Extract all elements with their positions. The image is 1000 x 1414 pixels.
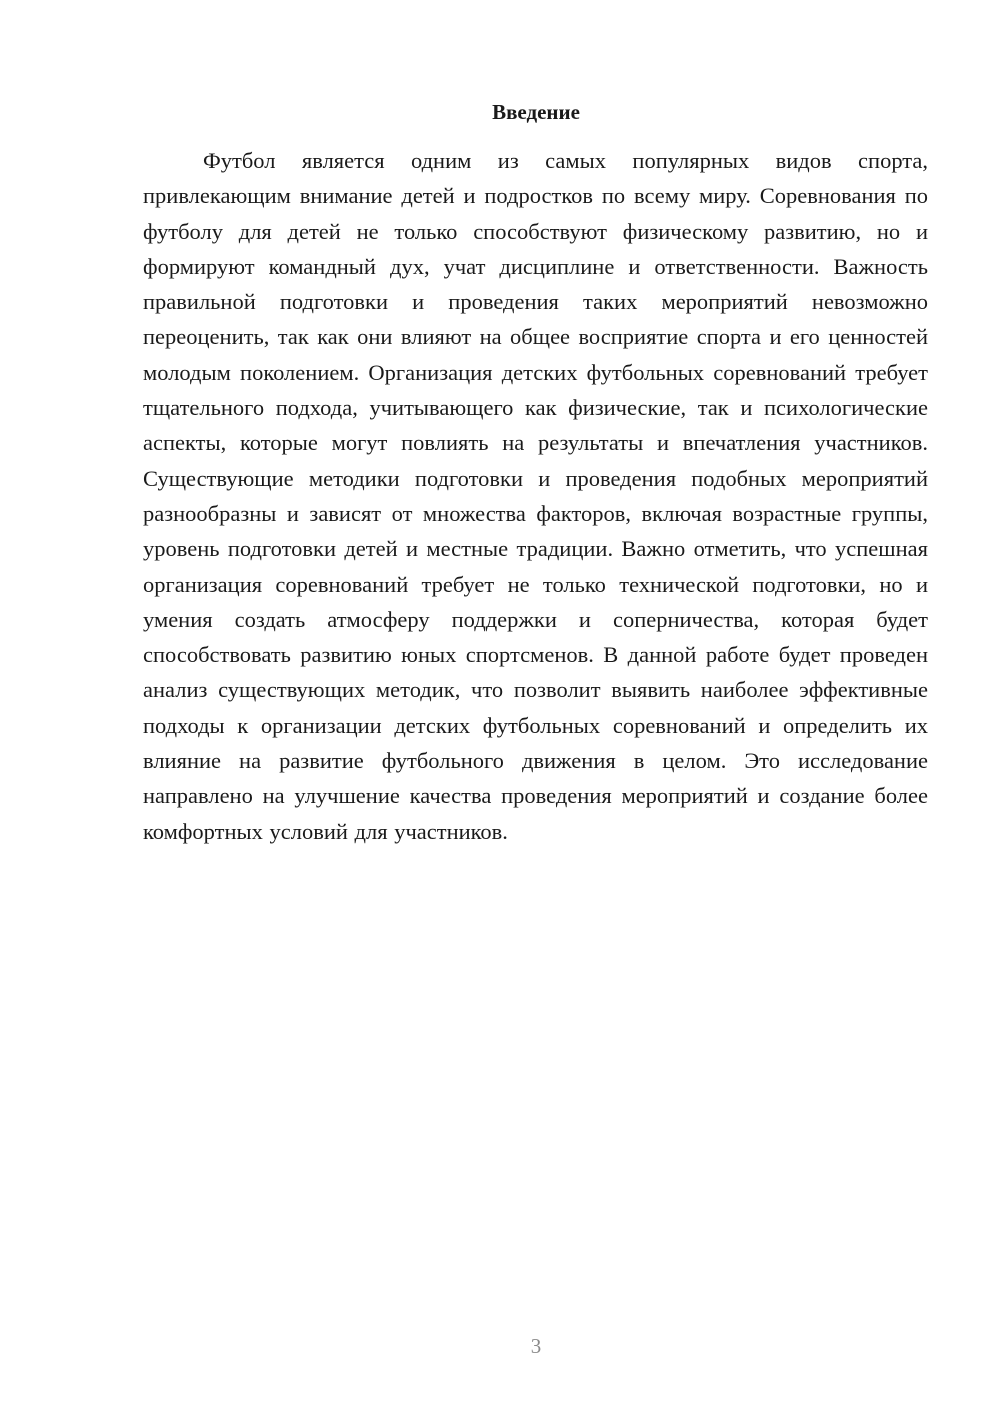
page-number: 3 bbox=[530, 1334, 542, 1358]
section-heading: Введение bbox=[492, 100, 580, 124]
body-text bbox=[143, 143, 928, 849]
paragraph: Футбол является одним из самых популярных видов спорта, привлекающим внимание детей и подростков по всему миру. Соревнования по футболу для детей не только способствуют физическому развитию, но и формируют командный дух, учат дисциплине и ответственности. Важность правильной подготовки и проведения таких мероприятий невозможно переоценить, так как они влияют на общее восприятие спорта и его ценностей молодым поколением. Организация детских футбольных соревнований требует тщательного подхода, учитывающего как физические, так и психологические аспекты, которые могут повлиять на результаты и впечатления участников. Существующие методики подготовки и проведения подобных мероприятий разнообразны и зависят от множества факторов, включая возрастные группы, уровень подготовки детей и местные традиции. Важно отметить, что успешная организация соревнований требует не только технической подготовки, но и умения создать атмосферу поддержки и соперничества, которая будет способствовать развитию юных спортсменов. В данной работе будет проведен анализ существующих методик, что позволит выявить наиболее эффективные подходы к организации детских футбольных соревнований и определить их влияние на развитие футбольного движения в целом. Это исследование направлено на улучшение качества проведения мероприятий и создание более комфортных условий для участников. bbox=[143, 148, 928, 844]
